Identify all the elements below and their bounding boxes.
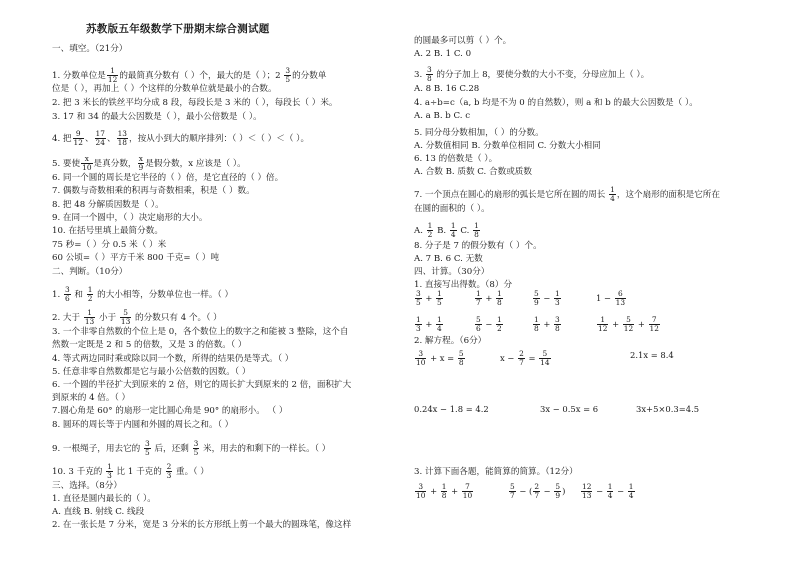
fraction: $\frac{2}{7}$	[519, 349, 524, 367]
equation-item: x − $\frac{2}{7}$ = $\frac{5}{14}$	[500, 349, 550, 367]
question-line: 3. 计算下面各题，能简算的简算。（12分）	[414, 467, 578, 477]
fraction: $\frac{1}{8}$	[441, 482, 447, 500]
question-line: 4. a÷b=c（a, b 均是不为 0 的自然数），则 a 和 b 的最大公因数是（ ）。	[414, 98, 698, 108]
question-line: 3. $\frac{3}{8}$ 的分子加上 8，要使分数的大小不变，分母应加上（ ）。	[414, 65, 650, 83]
fraction: $\frac{1}{3}$	[416, 315, 421, 333]
calc-item: $\frac{5}{6}$ − $\frac{1}{2}$	[476, 315, 502, 333]
calc-item: $\frac{5}{9}$ − $\frac{1}{3}$	[534, 289, 560, 307]
fraction: $\frac{1}{3}$	[555, 289, 560, 307]
calc-item: $\frac{1}{7}$ + $\frac{1}{8}$	[476, 289, 502, 307]
fraction: $\frac{1}{4}$	[610, 185, 615, 203]
question-line: 的圆最多可以剪（ ）个。	[414, 36, 512, 46]
fraction: $\frac{5}{8}$	[458, 349, 464, 367]
fraction: $\frac{5}{13}$	[120, 308, 131, 326]
fraction: $\frac{3}{5}$	[285, 66, 291, 84]
equation-item: 3x+5×0.3=4.5	[636, 404, 700, 414]
fraction: $\frac{7}{12}$	[649, 315, 659, 333]
question-line: 在圆的面积的（ ）。	[414, 204, 490, 214]
fraction: $\frac{3}{10}$	[416, 482, 426, 500]
equation-item: 2.1x = 8.4	[630, 350, 674, 360]
question-line: 9. 在同一个圆中，（ ）决定扇形的大小。	[52, 213, 208, 223]
question-line: 7. 一个顶点在圆心的扇形的弧长是它所在圆的周长 $\frac{1}{4}$ ，这个扇形的面积是它所在	[414, 185, 720, 203]
fraction: $\frac{1}{8}$	[534, 315, 539, 333]
fraction: $\frac{5}{9}$	[555, 482, 561, 500]
calc-item: $\frac{1}{3}$ + $\frac{1}{4}$	[416, 315, 442, 333]
question-line: 3. 17 和 34 的最大公因数是（ ），最小公倍数是（ ）。	[52, 112, 262, 122]
question-line: A. a B. b C. c	[414, 111, 471, 121]
simplify-item: $\frac{3}{10}$ + $\frac{1}{8}$ + $\frac{7}{10}$	[416, 482, 473, 500]
fraction: $\frac{3}{8}$	[555, 315, 560, 333]
fraction: $\frac{3}{10}$	[416, 349, 426, 367]
fraction: $\frac{6}{13}$	[615, 289, 626, 307]
question-line: A. $\frac{1}{2}$ B. $\frac{1}{4}$ C. $\frac{1}{8}$	[414, 221, 479, 239]
question-line: 60 公顷=（ ）平方千米 800 千克=（ ）吨	[52, 253, 220, 263]
question-line: 一、填空。（21分）	[52, 44, 128, 54]
question-line: 4. 把 $\frac{9}{12}$ 、 $\frac{17}{24}$ 、 $\frac{13}{18}$ ，按从小到大的顺序排列：（ ）＜（ ）＜（ ）。	[52, 129, 310, 147]
simplify-item: $\frac{12}{13}$ − $\frac{1}{4}$ − $\frac{1}{4}$	[582, 482, 634, 500]
fraction: $\frac{17}{24}$	[95, 129, 105, 147]
simplify-item: $\frac{5}{7}$ − ( $\frac{2}{7}$ − $\frac{5}{9}$ )	[510, 482, 566, 500]
question-line: A. 直线 B. 射线 C. 线段	[52, 507, 145, 517]
question-line: 2. 在一张长是 7 分米，宽是 3 分米的长方形纸上剪一个最大的圆珠笔，像这样	[52, 520, 352, 530]
question-line: 2. 把 3 米长的铁丝平均分成 8 段，每段长是 3 米的（ ），每段长（ ）米。	[52, 98, 338, 108]
fraction: $\frac{1}{12}$	[107, 66, 118, 84]
question-line: 到原来的 4 倍。（ ）	[52, 393, 131, 403]
fraction: $\frac{1}{5}$	[437, 289, 442, 307]
calc-item: $\frac{1}{12}$ + $\frac{5}{12}$ + $\frac{7}{12}$	[598, 315, 659, 333]
question-line: 10. 3 千克的 $\frac{1}{3}$ 比 1 千克的 $\frac{2}{3}$ 重。（ ）	[52, 462, 209, 480]
fraction: $\frac{5}{6}$	[476, 315, 481, 333]
question-line: 8. 圆环的周长等于内圆和外圆的周长之和。（ ）	[52, 420, 234, 430]
question-line: 8. 分子是 7 的假分数有（ ）个。	[414, 241, 542, 251]
fraction: $\frac{1}{13}$	[84, 308, 95, 326]
question-line: 四、计算。（30分）	[414, 267, 490, 277]
fraction: $\frac{12}{13}$	[582, 482, 592, 500]
fraction: $\frac{1}{4}$	[607, 482, 613, 500]
question-line: A. 分数值相同 B. 分数单位相同 C. 分数大小相同	[414, 141, 601, 151]
question-line: 9. 一根绳子，用去它的 $\frac{3}{5}$ 后，还剩 $\frac{3}{5}$ 米，用去的和剩下的一样长。（ ）	[52, 439, 331, 457]
fraction: $\frac{2}{7}$	[534, 482, 540, 500]
fraction: $\frac{x}{9}$	[138, 154, 144, 172]
fraction: $\frac{1}{4}$	[450, 221, 456, 239]
question-line: 4. 等式两边同时乘或除以同一个数，所得的结果仍是等式。（ ）	[52, 354, 294, 364]
fraction: $\frac{1}{2}$	[497, 315, 502, 333]
question-line: 75 秒=（ ）分 0.5 米（ ）米	[52, 240, 167, 250]
fraction: $\frac{3}{5}$	[416, 289, 421, 307]
fraction: $\frac{1}{4}$	[437, 315, 442, 333]
question-line: 1. 直径是圆内最长的（ ）。	[52, 494, 156, 504]
fraction: $\frac{3}{5}$	[193, 439, 199, 457]
question-line: 7.圆心角是 60° 的扇形一定比圆心角是 90° 的扇形小。 （ ）	[52, 406, 288, 416]
equation-item: $\frac{3}{10}$ + x = $\frac{5}{8}$	[416, 349, 464, 367]
fraction: $\frac{1}{8}$	[474, 221, 479, 239]
question-line: 6. 一个圆的半径扩大到原来的 2 倍，则它的周长扩大到原来的 2 倍，面积扩大	[52, 380, 352, 390]
question-line: 7. 偶数与奇数相乘的积再与奇数相乘，积是（ ）数。	[52, 186, 255, 196]
question-line: 二、判断。（10分）	[52, 267, 128, 277]
question-line: 1. 分数单位是 $\frac{1}{12}$ 的最简真分数有（ ）个，最大的是（ ）；2 $\frac{3}{5}$ 的分数单	[52, 66, 327, 84]
question-line: 6. 13 的倍数是（ ）。	[414, 154, 498, 164]
question-line: 三、选择。（8分）	[52, 481, 122, 491]
fraction: $\frac{3}{5}$	[145, 439, 150, 457]
question-line: 1. $\frac{3}{6}$ 和 $\frac{1}{2}$ 的大小相等，分数单位也一样。（ ）	[52, 285, 234, 303]
question-line: 3. 一个非零自然数的个位上是 0，各个数位上的数字之和能被 3 整除，这个自	[52, 327, 349, 337]
calc-item: $\frac{3}{5}$ + $\frac{1}{5}$	[416, 289, 442, 307]
question-line: 然数一定既是 2 和 5 的倍数，又是 3 的倍数。（ ）	[52, 340, 247, 350]
fraction: $\frac{5}{14}$	[540, 349, 550, 367]
fraction: $\frac{3}{8}$	[426, 65, 432, 83]
question-line: 6. 同一个圆的周长是它半径的（ ）倍，是它直径的（ ）倍。	[52, 173, 284, 183]
fraction: $\frac{x}{10}$	[82, 154, 92, 172]
fraction: $\frac{1}{8}$	[497, 289, 502, 307]
fraction: $\frac{9}{12}$	[73, 129, 83, 147]
fraction: $\frac{3}{6}$	[64, 285, 70, 303]
question-line: 5. 任意非零自然数都是它与最小公倍数的因数。（ ）	[52, 367, 251, 377]
question-line: 8. 把 48 分解质因数是（ ）。	[52, 200, 164, 210]
question-line: 2. 大于 $\frac{1}{13}$ 小于 $\frac{5}{13}$ 的分数只有 4 个。（ ）	[52, 308, 222, 326]
calc-item: 1 − $\frac{6}{13}$	[596, 289, 626, 307]
equation-item: 3x − 0.5x = 6	[540, 404, 599, 414]
fraction: $\frac{2}{3}$	[166, 462, 172, 480]
fraction: $\frac{1}{7}$	[476, 289, 481, 307]
fraction: $\frac{5}{12}$	[623, 315, 634, 333]
fraction: $\frac{5}{9}$	[534, 289, 539, 307]
fraction: $\frac{1}{2}$	[87, 285, 93, 303]
fraction: $\frac{13}{18}$	[117, 129, 127, 147]
exam-title: 苏教版五年级数学下册期末综合测试题	[86, 23, 270, 35]
question-line: 位是（ ），再加上（ ）个这样的分数单位就是最小的合数。	[52, 84, 277, 94]
question-line: 5. 要使 $\frac{x}{10}$ 是真分数， $\frac{x}{9}$ 是假分数，x 应该是（ ）。	[52, 154, 246, 172]
question-line: 1. 直接写出得数。（8）分	[414, 280, 513, 290]
question-line: 5. 同分母分数相加，（ ）的分数。	[414, 128, 544, 138]
question-line: A. 7 B. 6 C. 无数	[414, 254, 483, 264]
calc-item: $\frac{1}{8}$ + $\frac{3}{8}$	[534, 315, 560, 333]
question-line: A. 2 B. 1 C. 0	[414, 49, 472, 59]
question-line: A. 8 B. 16 C.28	[414, 84, 480, 94]
fraction: $\frac{7}{10}$	[462, 482, 473, 500]
fraction: $\frac{1}{3}$	[107, 462, 112, 480]
fraction: $\frac{1}{2}$	[427, 221, 433, 239]
fraction: $\frac{1}{12}$	[598, 315, 608, 333]
fraction: $\frac{1}{4}$	[628, 482, 634, 500]
question-line: A. 合数 B. 质数 C. 合数或质数	[414, 167, 532, 177]
question-line: 2. 解方程。（6分）	[414, 336, 487, 346]
question-line: 10. 在括号里填上最简分数。	[52, 226, 163, 236]
fraction: $\frac{5}{7}$	[510, 482, 515, 500]
equation-item: 0.24x − 1.8 = 4.2	[414, 404, 489, 414]
